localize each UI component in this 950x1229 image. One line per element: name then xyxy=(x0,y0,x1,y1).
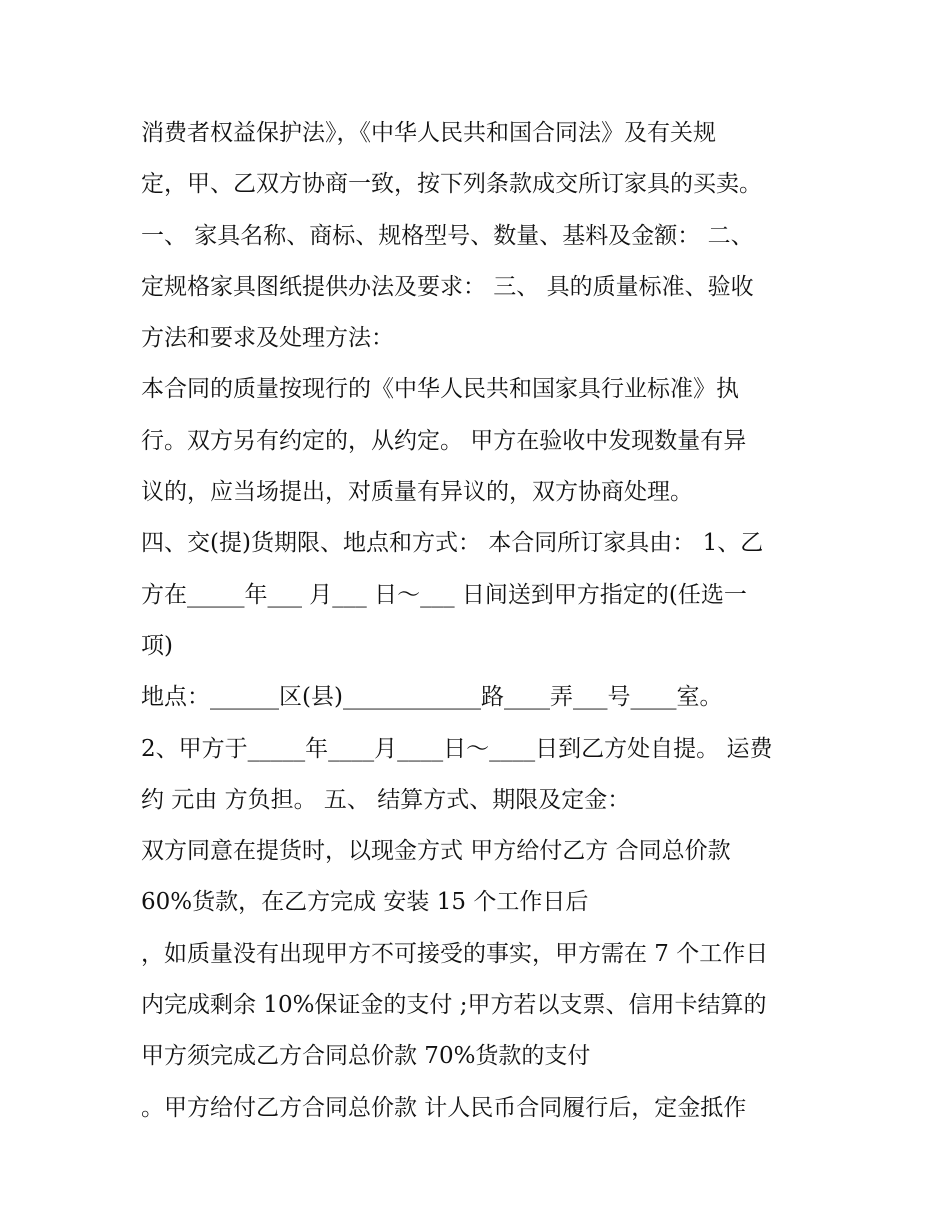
text-line: 甲方须完成乙方合同总价款 70%货款的支付 xyxy=(141,1043,591,1070)
text-line: 60%货款，在乙方完成 安装 15 个工作日后 xyxy=(141,889,589,916)
text-line: 定，甲、乙双方协商一致，按下列条款成交所订家具的买卖。 xyxy=(141,171,762,198)
text-line: 2、甲方于_____年____月____日～____日到乙方处自提。 运费 xyxy=(141,735,773,762)
text-line: 地点：______区(县)____________路____弄___号____室。 xyxy=(141,684,723,711)
text-line: 约 元由 方负担。 五、 结算方式、期限及定金： xyxy=(141,786,631,813)
text-line: 行。双方另有约定的，从约定。 甲方在验收中发现数量有异 xyxy=(141,427,747,454)
text-line: 项) xyxy=(141,632,173,659)
text-line: 消费者权益保护法》，《中华人民共和国合同法》及有关规 xyxy=(141,120,716,146)
text-line: 。甲方给付乙方合同总价款 计人民币合同履行后，定金抵作 xyxy=(141,1094,747,1121)
text-line: 方在_____年___ 月___ 日～___ 日间送到甲方指定的(任选一 xyxy=(141,581,747,608)
text-line: 本合同的质量按现行的《中华人民共和国家具行业标准》执 xyxy=(141,376,739,403)
text-line: 四、交(提)货期限、地点和方式： 本合同所订家具由： 1、乙 xyxy=(141,530,764,557)
text-line: ，如质量没有出现甲方不可接受的事实，甲方需在 7 个工作日 xyxy=(141,940,769,967)
text-line: 双方同意在提货时，以现金方式 甲方给付乙方 合同总价款 xyxy=(141,838,731,865)
text-line: 定规格家具图纸提供办法及要求： 三、 具的质量标准、验收 xyxy=(141,273,754,300)
text-line: 议的，应当场提出，对质量有异议的，双方协商处理。 xyxy=(141,479,693,506)
text-line: 内完成剩余 10%保证金的支付 ;甲方若以支票、信用卡结算的 xyxy=(141,992,767,1019)
contract-body-text xyxy=(141,108,821,1134)
text-line: 方法和要求及处理方法： xyxy=(141,325,394,352)
text-line: 一、 家具名称、商标、规格型号、数量、基料及金额： 二、 xyxy=(141,222,754,249)
